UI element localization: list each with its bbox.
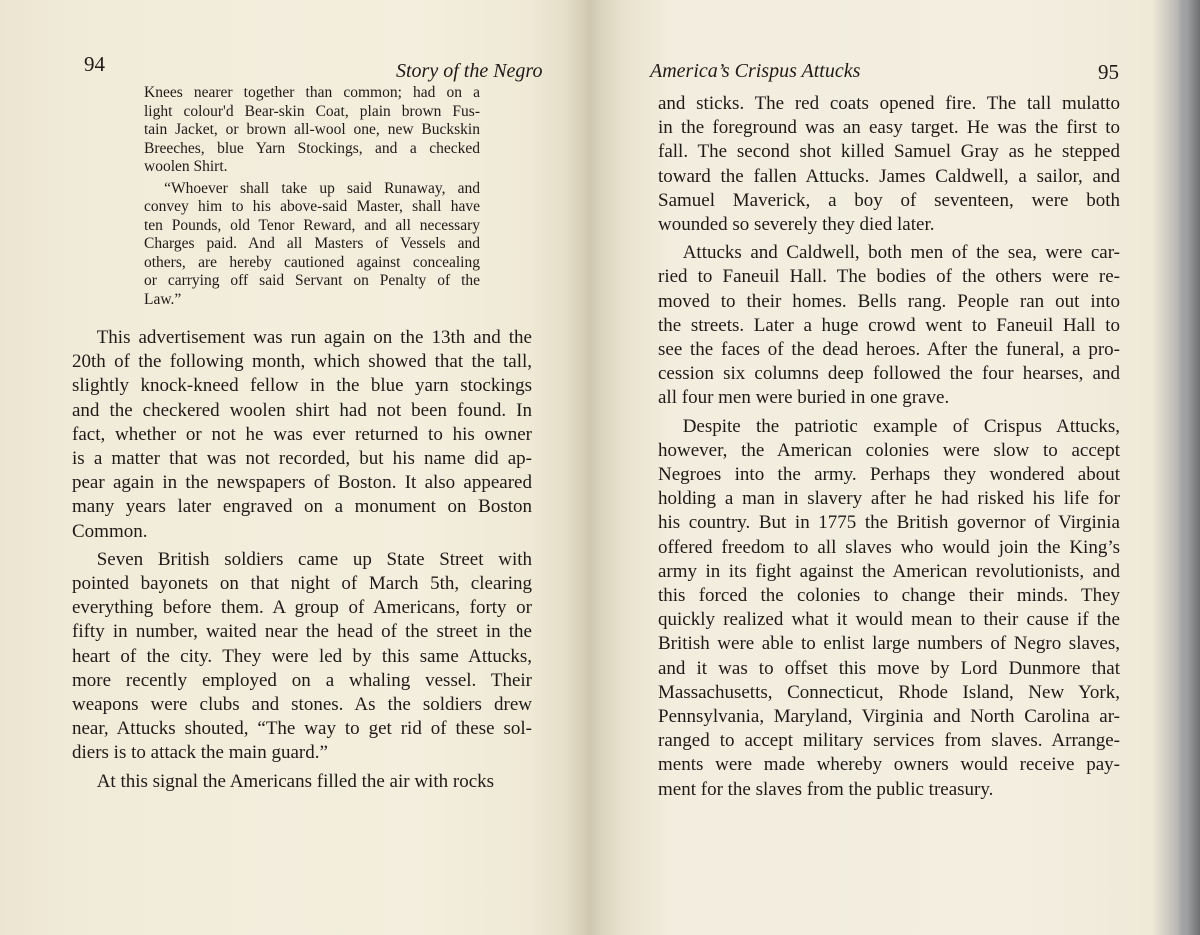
- runaway-advertisement-quote: [144, 84, 480, 309]
- body-line: and the checkered woolen shirt had not been found. In: [72, 399, 532, 421]
- right-body-text: [658, 92, 1120, 802]
- body-line: Pennsylvania, Maryland, Virginia and North Carolina ar-: [658, 706, 1120, 728]
- body-line: and sticks. The red coats opened fire. The tall mulatto: [658, 93, 1120, 114]
- body-line: everything before them. A group of Americans, forty or: [72, 597, 532, 619]
- body-line: near, Attucks shouted, “The way to get rid of these sol-: [72, 718, 532, 740]
- body-line: Attucks and Caldwell, both men of the sea, were car-: [682, 242, 1120, 264]
- body-line: Common.: [72, 520, 148, 542]
- left-page-number: 94: [84, 52, 105, 76]
- body-line: ments were made whereby owners would receive pay-: [658, 754, 1120, 776]
- body-line: pear again in the newspapers of Boston. It also appeared: [72, 472, 532, 494]
- body-line: Massachusetts, Connecticut, Rhode Island, New York,: [658, 681, 1120, 703]
- body-line: weapons were clubs and stones. As the soldiers drew: [72, 694, 532, 716]
- body-line: holding a man in slavery after he had risked his life for: [658, 488, 1120, 510]
- right-page-number: 95: [1098, 60, 1119, 84]
- body-line: fall. The second shot killed Samuel Gray as he stepped: [658, 141, 1120, 163]
- body-line: Samuel Maverick, a boy of seventeen, were both: [658, 189, 1120, 211]
- body-line: quickly realized what it would mean to their cause if the: [658, 609, 1120, 631]
- quote-line: ten Pounds, old Tenor Reward, and all necessary: [144, 216, 480, 234]
- body-line: this forced the colonies to change their minds. They: [658, 585, 1120, 607]
- body-line: see the faces of the dead heroes. After the funeral, a pro-: [658, 339, 1120, 361]
- body-line: ranged to accept military services from slaves. Arrange-: [658, 730, 1120, 752]
- body-line: slightly knock-kneed fellow in the blue yarn stockings: [72, 375, 532, 397]
- body-line: Negroes into the army. Perhaps they wondered about: [658, 464, 1120, 486]
- body-line: however, the American colonies were slow to accept: [658, 439, 1120, 461]
- body-line: ried to Faneuil Hall. The bodies of the others were re-: [658, 266, 1120, 288]
- body-line: 20th of the following month, which showed that the tall,: [72, 351, 532, 373]
- body-line: offered freedom to all slaves who would join the King’s: [658, 536, 1120, 558]
- body-line: in the foreground was an easy target. He was the first to: [658, 117, 1120, 139]
- body-line: and it was to offset this move by Lord Dunmore that: [658, 657, 1120, 679]
- quote-line: tain Jacket, or brown all-wool one, new Buckskin: [144, 121, 480, 138]
- body-line: the streets. Later a huge crowd went to Faneuil Hall to: [658, 314, 1120, 336]
- body-line: toward the fallen Attucks. James Caldwell, a sailor, and: [658, 165, 1120, 187]
- body-line: fact, whether or not he was ever returned to his owner: [72, 423, 532, 445]
- quote-line: Law.”: [144, 290, 182, 308]
- quote-line: woolen Shirt.: [144, 158, 228, 175]
- quote-line: Breeches, blue Yarn Stockings, and a checked: [144, 139, 480, 157]
- body-line: British were able to enlist large numbers of Negro slaves,: [658, 633, 1120, 655]
- body-line: heart of the city. They were led by this same Attucks,: [72, 645, 532, 667]
- body-line: fifty in number, waited near the head of the street in the: [72, 621, 532, 643]
- body-line: many years later engraved on a monument on Boston: [72, 496, 532, 518]
- left-body-text: [72, 326, 532, 794]
- body-line: army in its fight against the American revolutionists, and: [658, 560, 1120, 582]
- right-page: [600, 0, 1180, 935]
- quote-line: convey him to his above-said Master, shall have: [144, 198, 480, 215]
- left-page: [0, 0, 580, 935]
- body-line: cession six columns deep followed the four hearses, and: [658, 363, 1120, 385]
- body-line: At this signal the Americans filled the air with rocks: [96, 770, 495, 792]
- quote-line: or carrying off said Servant on Penalty of the: [144, 272, 480, 289]
- body-line: ment for the slaves from the public treasury.: [658, 778, 994, 800]
- body-line: pointed bayonets on that night of March 5th, clearing: [72, 573, 532, 595]
- body-line: diers is to attack the main guard.”: [72, 742, 328, 764]
- quote-line: “Whoever shall take up said Runaway, and: [164, 179, 480, 197]
- body-line: Despite the patriotic example of Crispus Attucks,: [682, 415, 1120, 437]
- body-line: is a matter that was not recorded, but his name did ap-: [72, 448, 532, 470]
- quote-line: light colour'd Bear-skin Coat, plain brown Fus-: [144, 102, 480, 120]
- body-line: all four men were buried in one grave.: [658, 387, 950, 409]
- body-line: his country. But in 1775 the British governor of Virginia: [658, 512, 1120, 534]
- body-line: This advertisement was run again on the 13th and the: [96, 327, 532, 348]
- left-running-head: Story of the Negro: [396, 60, 543, 82]
- page-edge-shadow: [1178, 0, 1200, 935]
- quote-line: others, are hereby cautioned against concealing: [144, 253, 480, 271]
- body-line: more recently employed on a whaling vessel. Their: [72, 669, 532, 691]
- quote-line: Charges paid. And all Masters of Vessels and: [144, 235, 480, 252]
- quote-line: Knees nearer together than common; had on a: [144, 84, 480, 101]
- body-line: moved to their homes. Bells rang. People ran out into: [658, 290, 1120, 312]
- body-line: Seven British soldiers came up State Street with: [96, 548, 532, 570]
- right-running-head: America’s Crispus Attucks: [650, 60, 861, 82]
- body-line: wounded so severely they died later.: [658, 214, 935, 236]
